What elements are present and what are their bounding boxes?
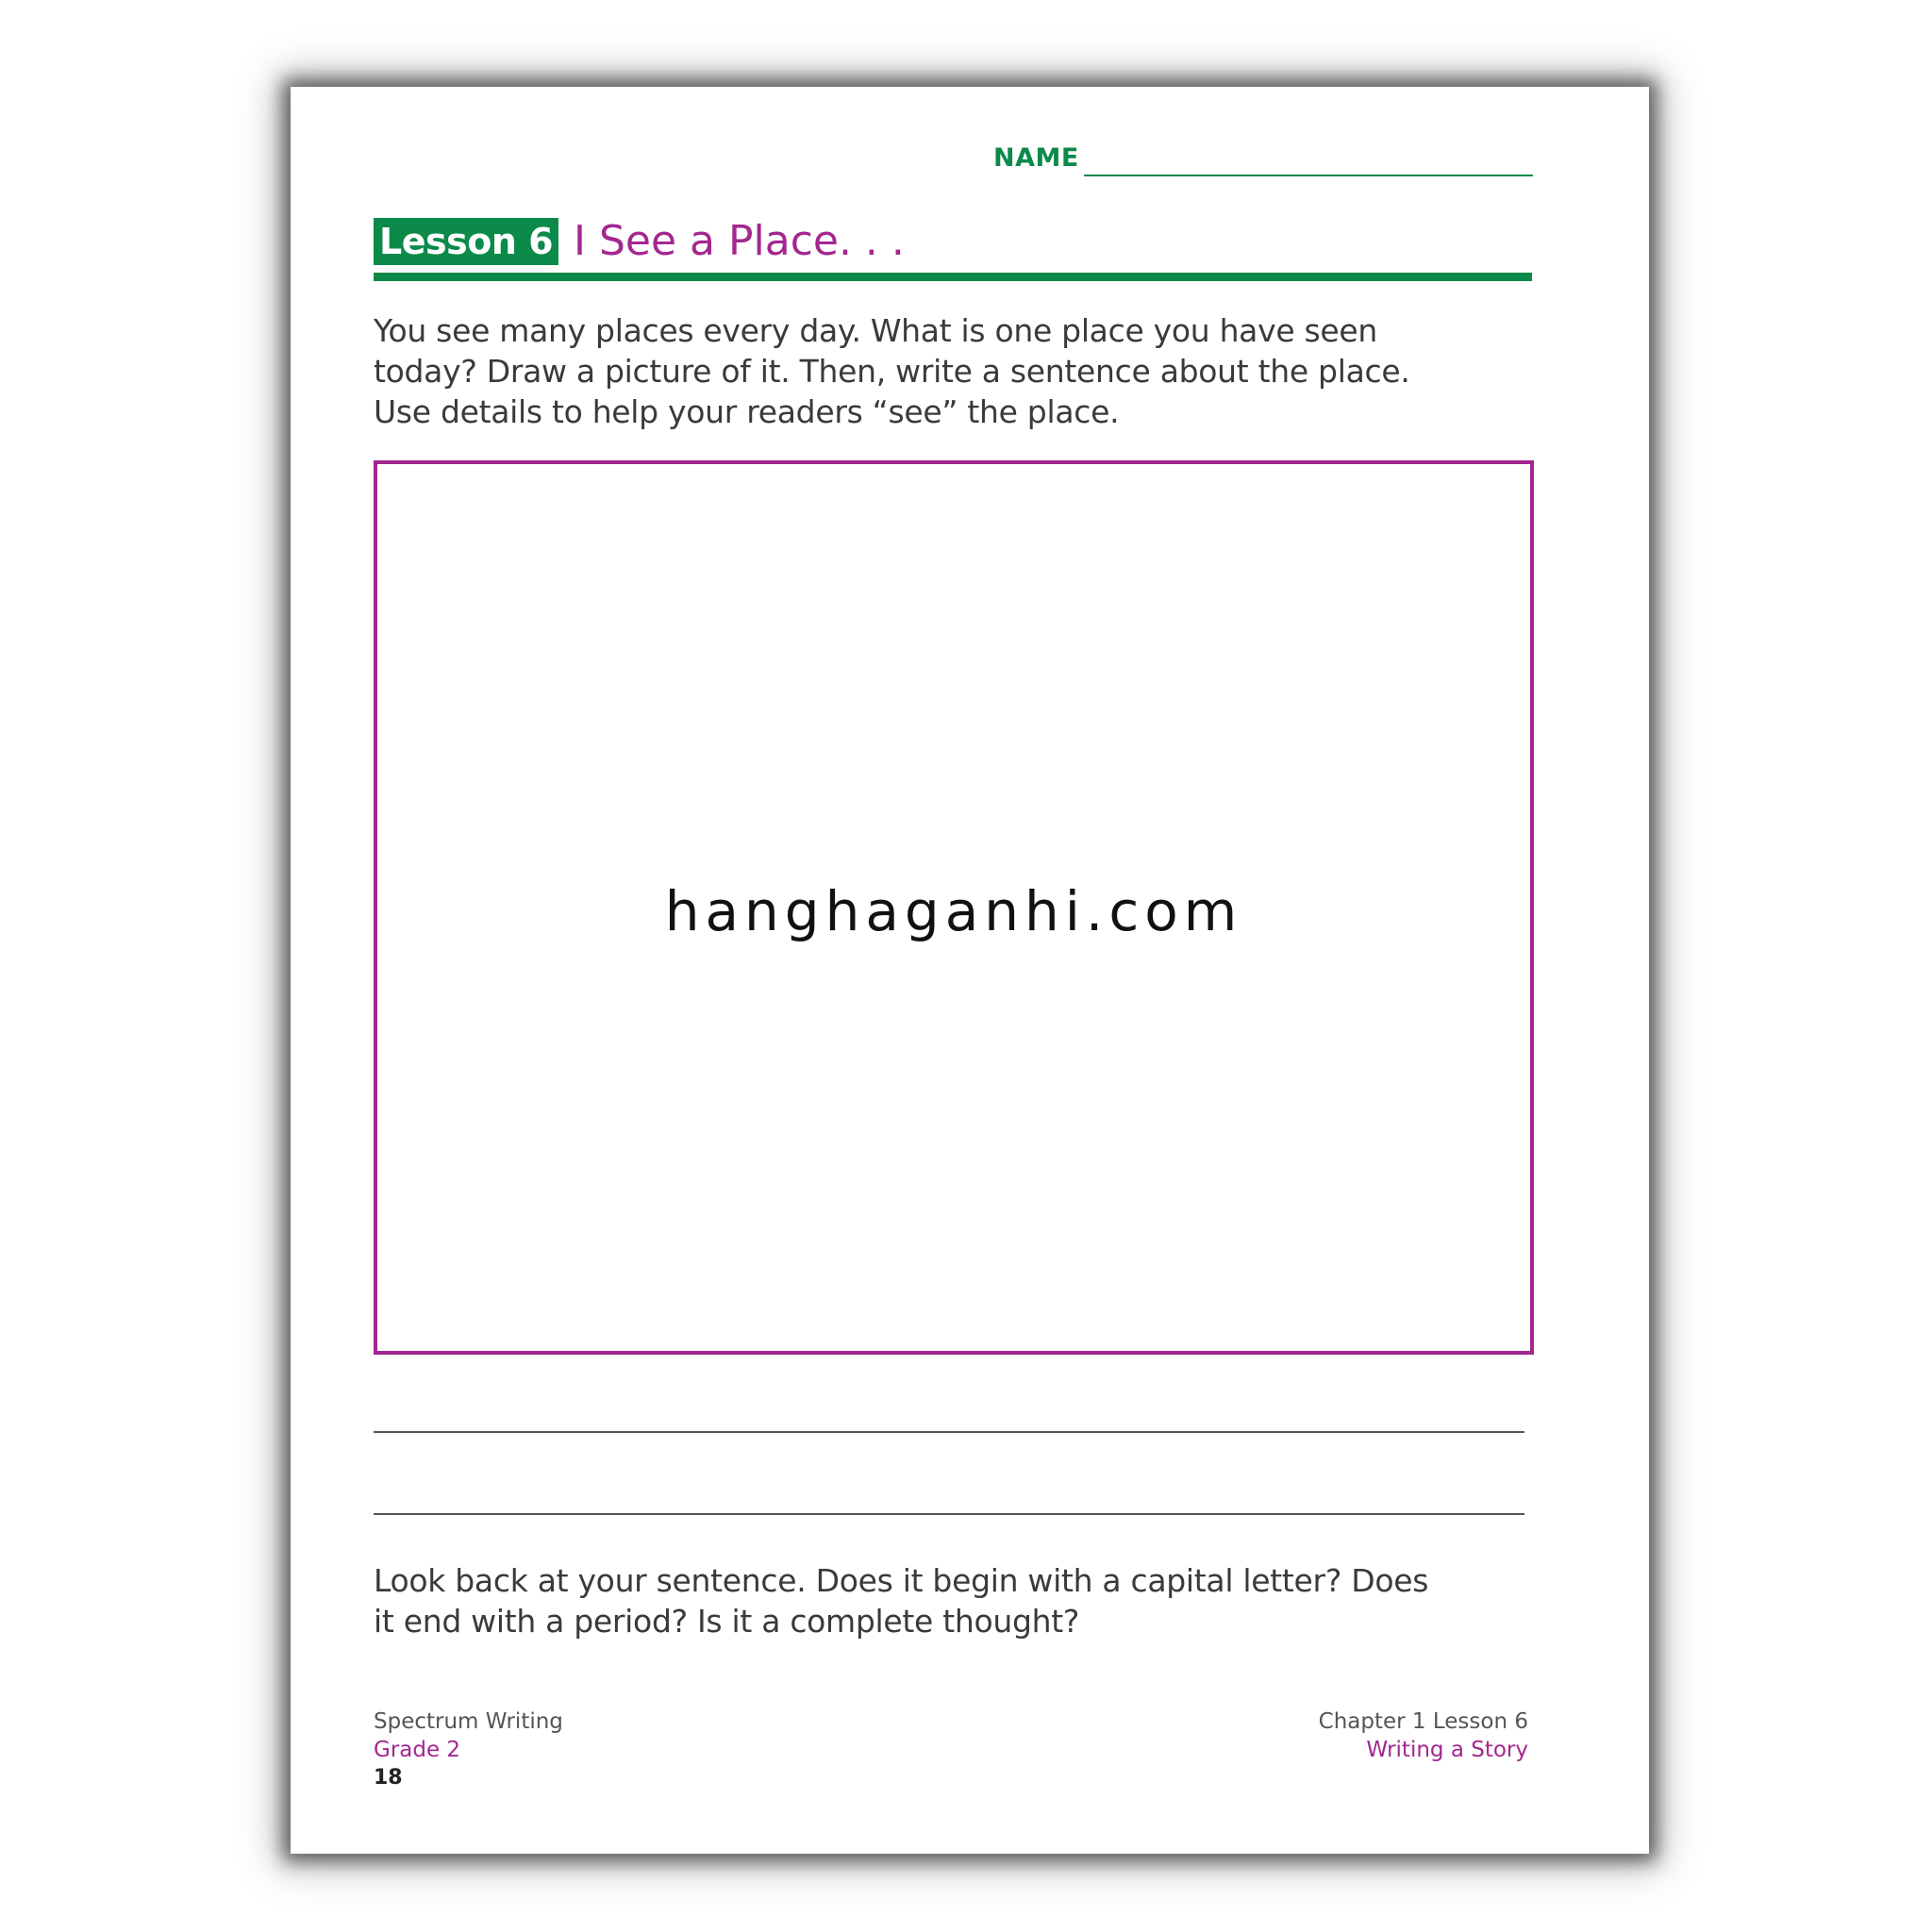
lesson-badge: Lesson 6 [374, 218, 558, 265]
lesson-title: I See a Place. . . [574, 217, 905, 265]
instructions [374, 310, 1543, 432]
instructions-line: today? Draw a picture of it. Then, write a sentence about the place. [374, 353, 1410, 390]
instructions-line: Use details to help your readers “see” the place. [374, 393, 1120, 430]
checkup-line: Look back at your sentence. Does it begin with a capital letter? Does [374, 1562, 1429, 1599]
name-row [993, 143, 1541, 181]
checkup-line: it end with a period? Is it a complete thought? [374, 1603, 1080, 1640]
sentence-write-line[interactable] [374, 1431, 1524, 1433]
name-write-line[interactable] [1084, 175, 1533, 176]
checkup-prompt [374, 1560, 1543, 1641]
page-number: 18 [374, 1766, 403, 1790]
footer-topic: Writing a Story [1366, 1738, 1528, 1762]
drawing-box[interactable] [374, 460, 1534, 1355]
watermark-text: hanghaganhi.com [664, 879, 1243, 943]
worksheet-page [291, 87, 1649, 1854]
sentence-write-line[interactable] [374, 1513, 1524, 1515]
lesson-header [374, 214, 1532, 280]
footer-right [1319, 1707, 1528, 1764]
footer-chapter: Chapter 1 Lesson 6 [1318, 1709, 1528, 1734]
footer-left [374, 1707, 563, 1764]
header-rule [374, 273, 1532, 281]
name-label: NAME [993, 143, 1079, 173]
instructions-line: You see many places every day. What is one place you have seen [374, 312, 1378, 349]
footer-grade: Grade 2 [374, 1738, 461, 1762]
footer-series: Spectrum Writing [374, 1709, 563, 1734]
